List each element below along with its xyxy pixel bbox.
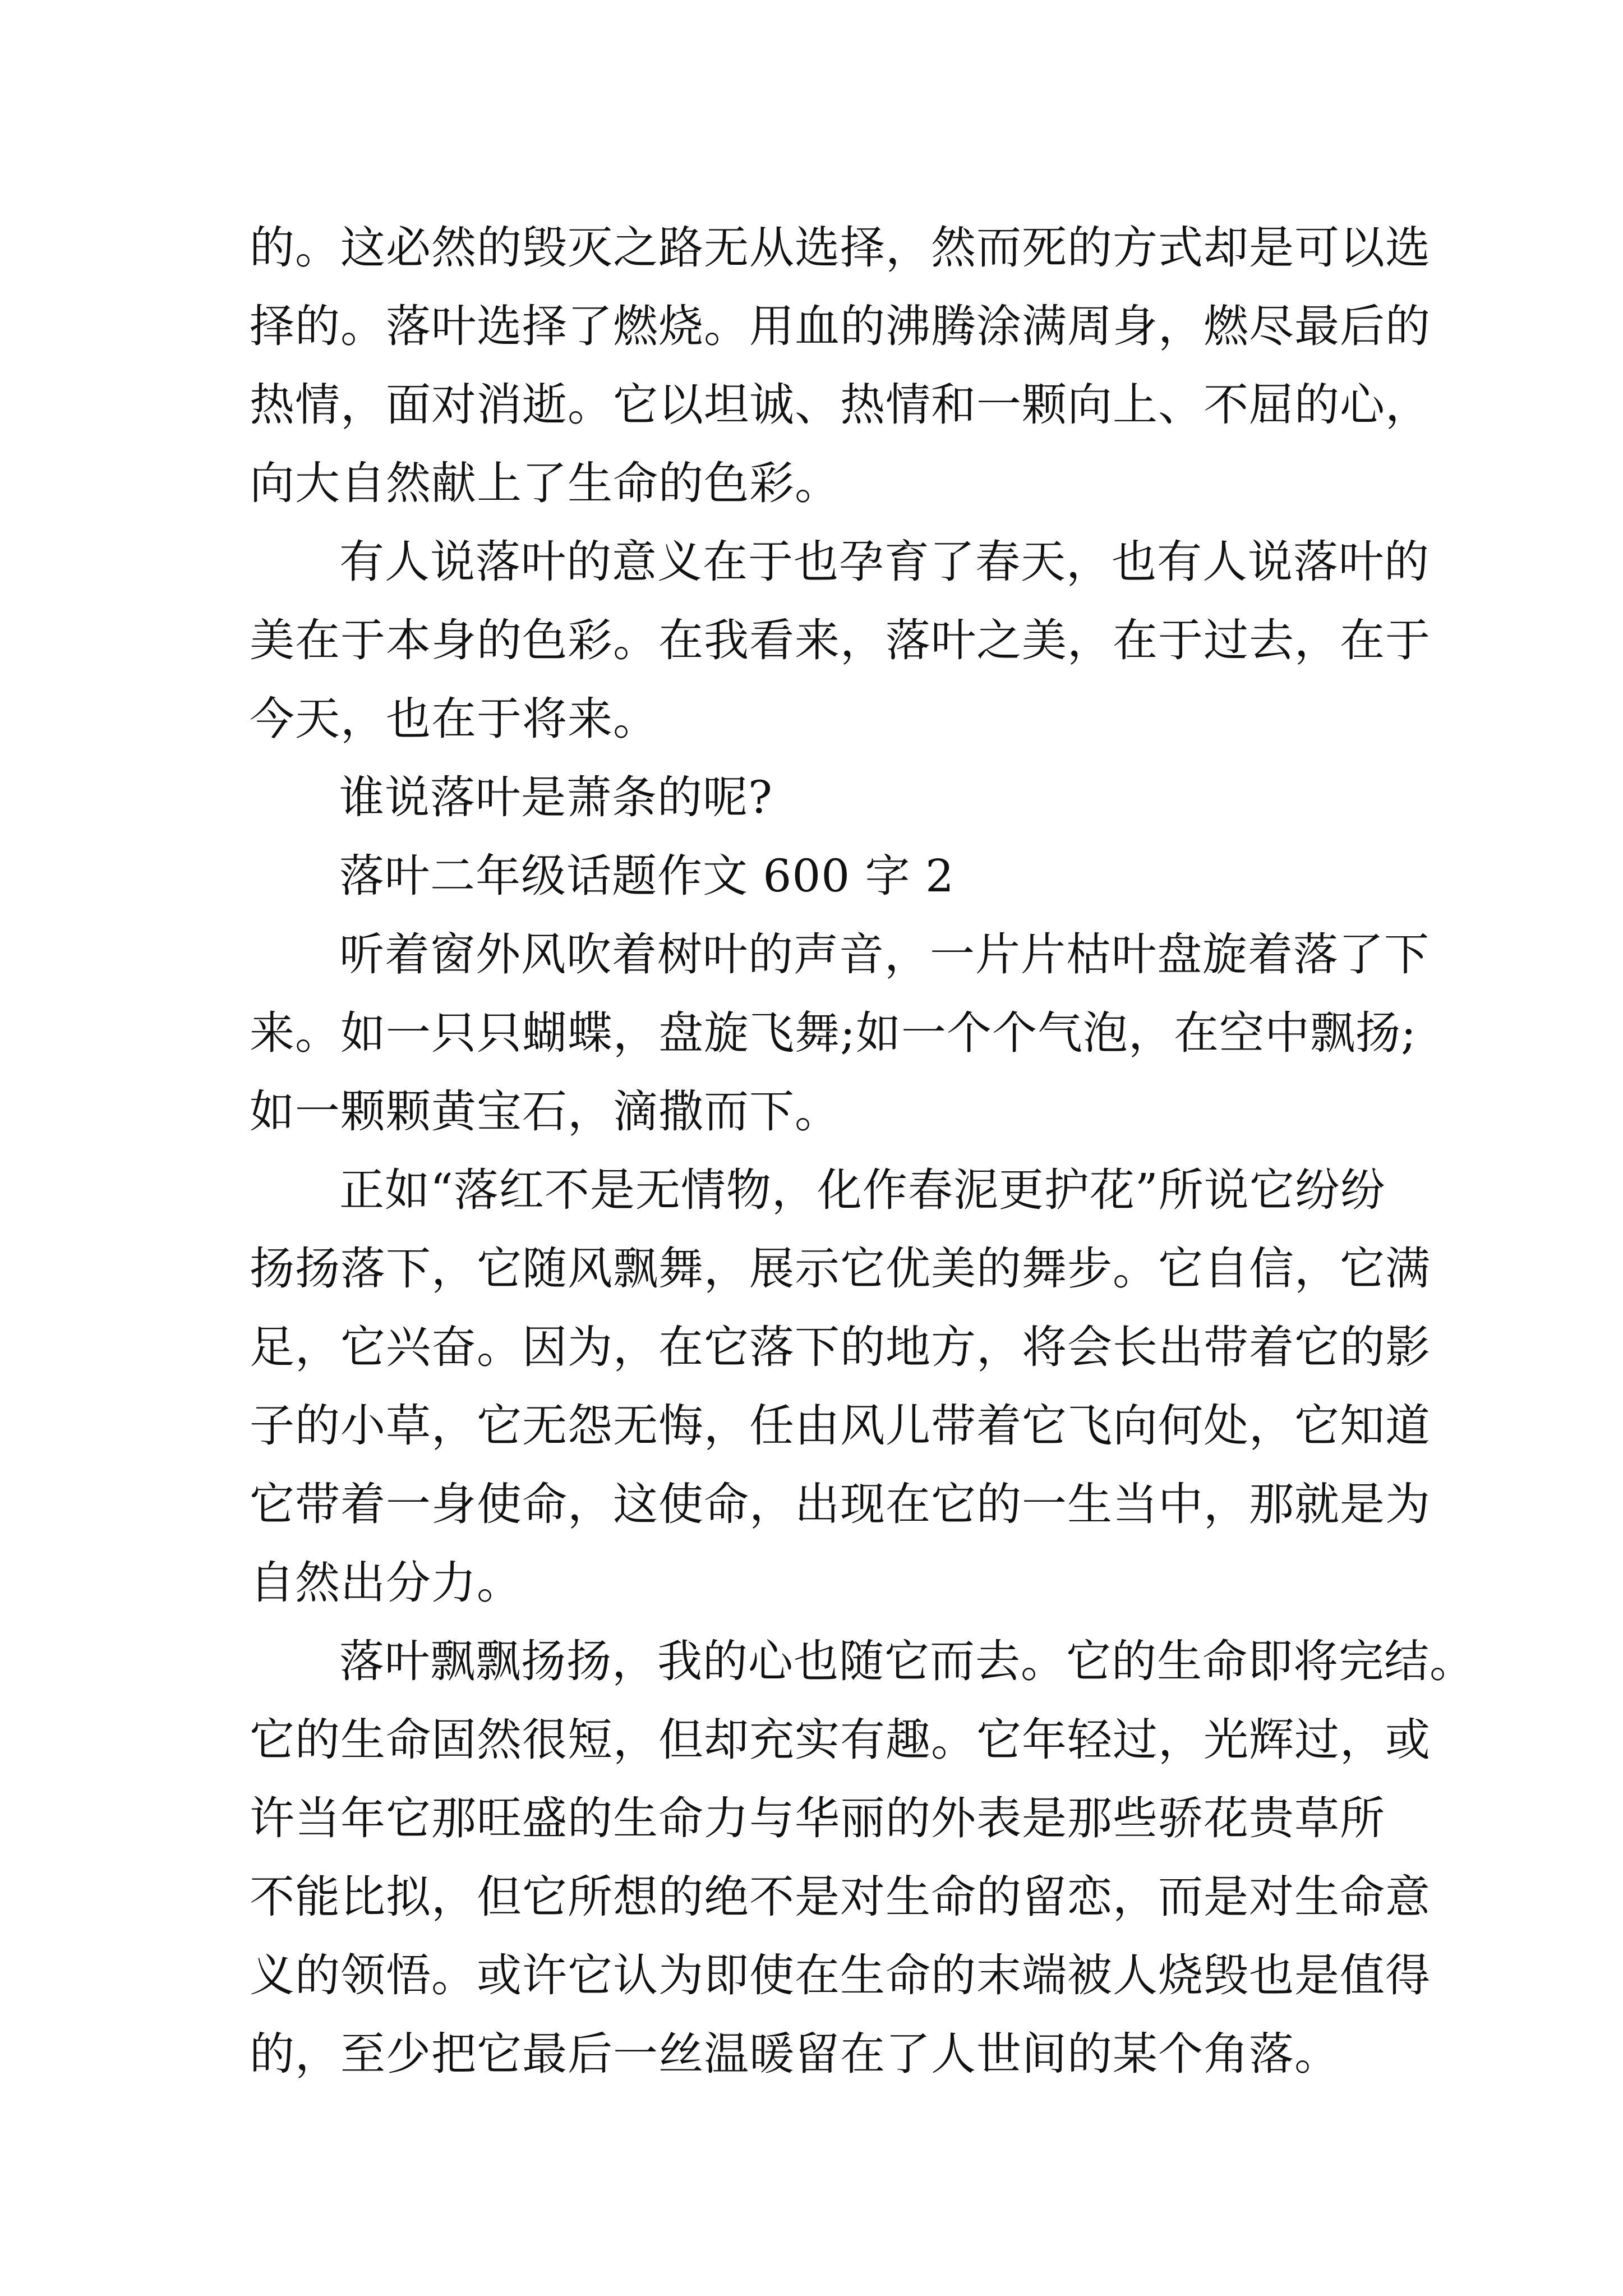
text-line: 足，它兴奋。因为，在它落下的地方，将会长出带着它的影 (250, 1321, 1431, 1373)
text-line: 它带着一身使命，这使命，出现在它的一生当中，那就是为 (250, 1478, 1431, 1530)
text-line: 许当年它那旺盛的生命力与华丽的外表是那些骄花贵草所 (250, 1792, 1385, 1844)
essay-body (250, 209, 1475, 2093)
text-line: 的。这必然的毁灭之路无从选择，然而死的方式却是可以选 (250, 222, 1431, 274)
text-line: 有人说落叶的意义在于也孕育了春天，也有人说落叶的 (339, 536, 1430, 588)
text-line: 今天，也在于将来。 (250, 693, 658, 745)
text-line: 扬扬落下，它随风飘舞，展示它优美的舞步。它自信，它满 (250, 1243, 1431, 1295)
text-line: 不能比拟，但它所想的绝不是对生命的留恋，而是对生命意 (250, 1871, 1431, 1923)
section-heading: 落叶二年级话题作文 600 字 2 (339, 850, 955, 902)
text-line: 如一颗颗黄宝石，滴撒而下。 (250, 1085, 840, 1138)
text-line: 义的领悟。或许它认为即使在生命的末端被人烧毁也是值得 (250, 1949, 1431, 2001)
text-line: 它的生命固然很短，但却充实有趣。它年轻过，光辉过，或 (250, 1714, 1431, 1766)
text-line: 自然出分力。 (250, 1557, 522, 1609)
text-line: 美在于本身的色彩。在我看来，落叶之美，在于过去，在于 (250, 614, 1431, 666)
text-line: 的，至少把它最后一丝温暖留在了人世间的某个角落。 (250, 2028, 1340, 2080)
text-line: 热情，面对消逝。它以坦诚、热情和一颗向上、不屈的心， (250, 379, 1431, 431)
text-line: 来。如一只只蝴蝶，盘旋飞舞;如一个个气泡，在空中飘扬; (250, 1007, 1417, 1059)
text-line: 正如“落红不是无情物，化作春泥更护花”所说它纷纷 (339, 1164, 1386, 1216)
text-line: 落叶飘飘扬扬，我的心也随它而去。它的生命即将完结。 (339, 1635, 1475, 1687)
text-line: 向大自然献上了生命的色彩。 (250, 457, 840, 509)
text-line: 择的。落叶选择了燃烧。用血的沸腾涂满周身，燃尽最后的 (250, 300, 1431, 352)
text-line: 子的小草，它无怨无悔，任由风儿带着它飞向何处，它知道 (250, 1400, 1431, 1452)
text-line: 听着窗外风吹着树叶的声音，一片片枯叶盘旋着落了下 (339, 928, 1430, 981)
text-line: 谁说落叶是萧条的呢? (339, 771, 773, 823)
